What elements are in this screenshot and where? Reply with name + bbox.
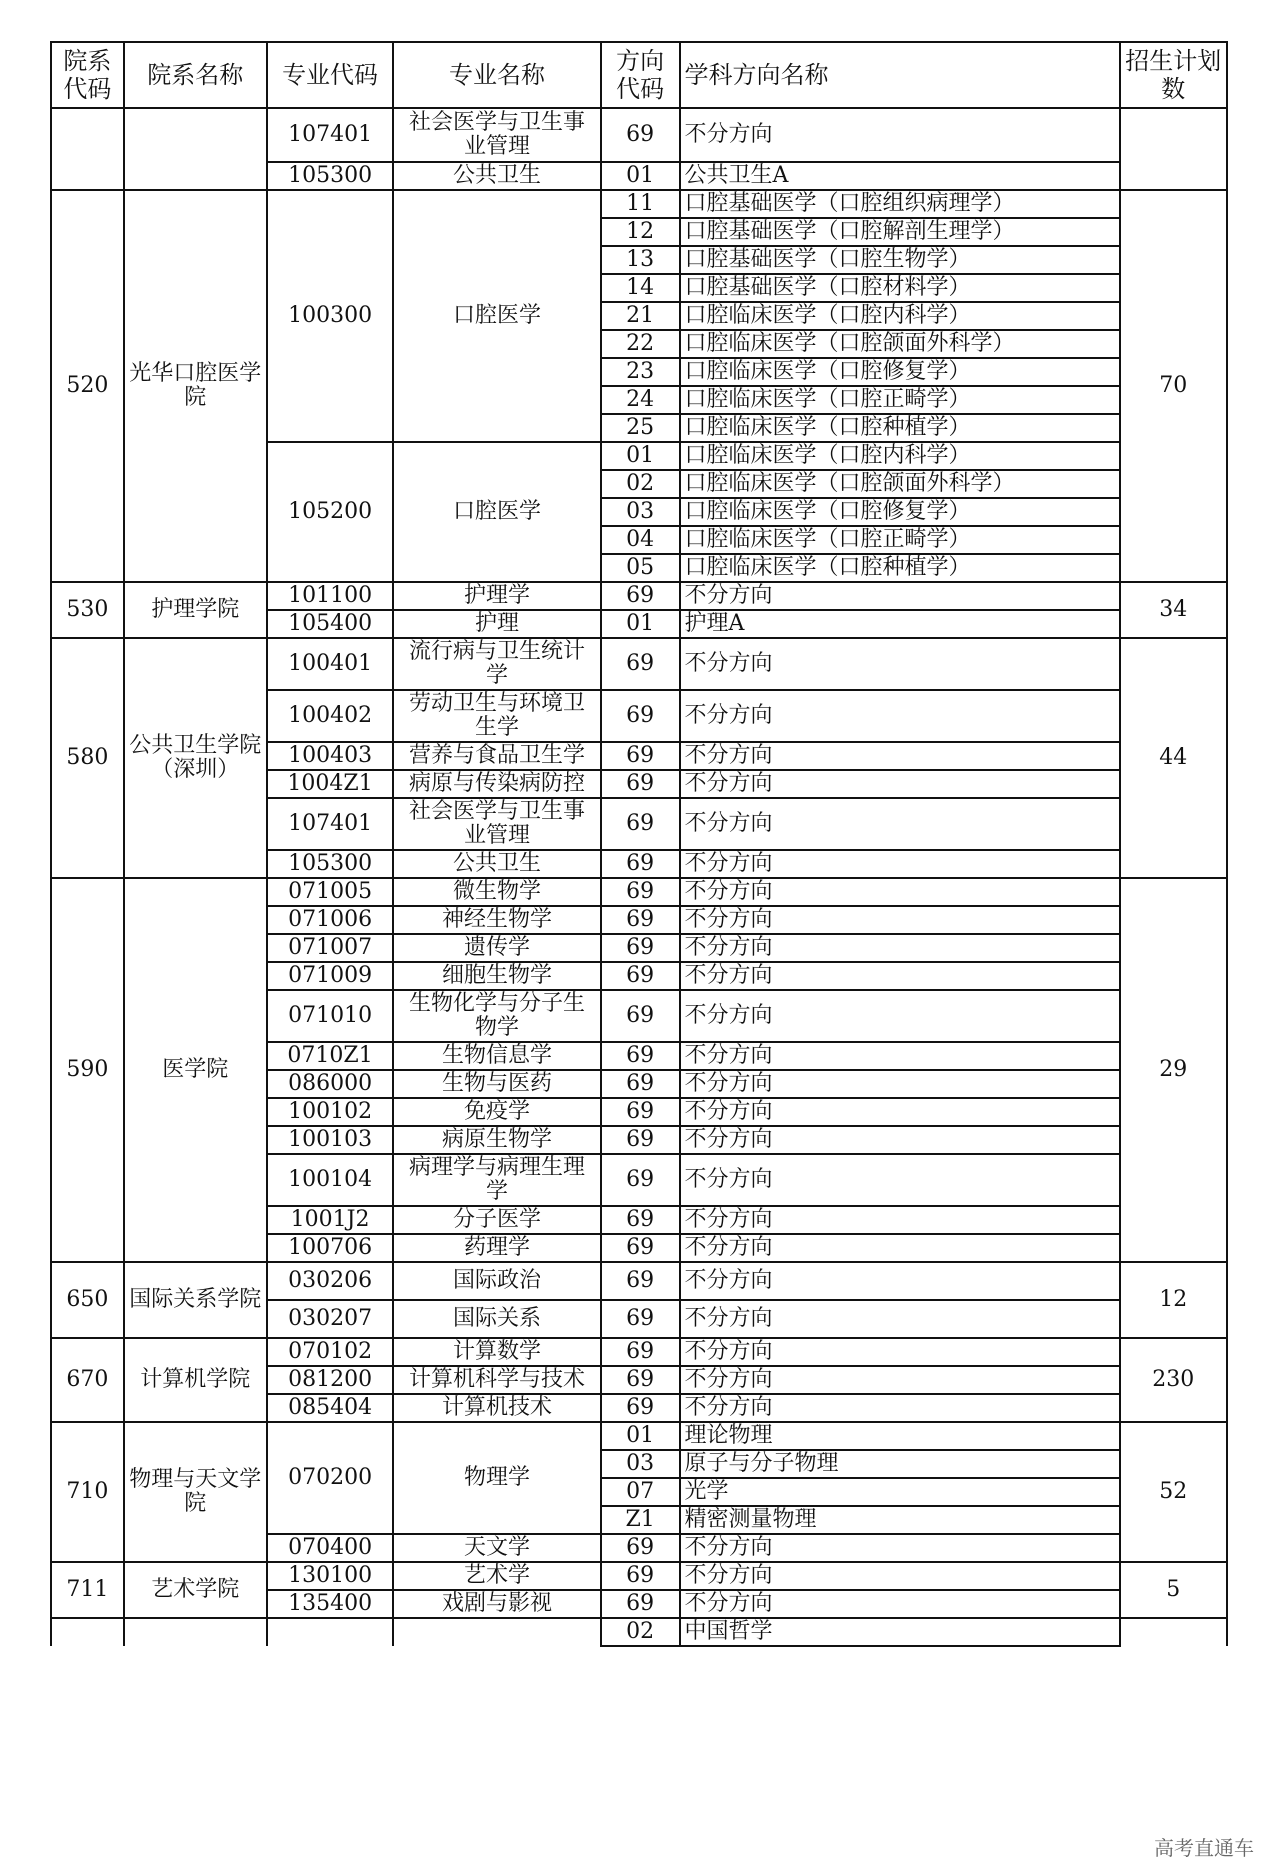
dir-code-cell: 03 (601, 1450, 680, 1478)
dir-code-cell: 69 (601, 1126, 680, 1154)
table-row (51, 1422, 1227, 1450)
major-code-cell: 086000 (267, 1070, 393, 1098)
dir-name-cell: 不分方向 (680, 798, 1120, 850)
major-code-cell: 1001J2 (267, 1206, 393, 1234)
dept-code-cell: 520 (51, 190, 124, 582)
table-row (51, 1262, 1227, 1300)
major-name-cell: 免疫学 (393, 1098, 601, 1126)
major-name-cell: 国际政治 (393, 1262, 601, 1300)
major-code-cell: 071006 (267, 906, 393, 934)
dir-code-cell: 69 (601, 1154, 680, 1206)
dir-code-cell: 02 (601, 470, 680, 498)
dir-code-cell: 69 (601, 798, 680, 850)
major-code-cell: 100300 (267, 190, 393, 442)
major-code-cell: 085404 (267, 1394, 393, 1422)
enrollment-plan-table (50, 41, 1228, 1647)
major-name-cell: 细胞生物学 (393, 962, 601, 990)
dir-code-cell: 69 (601, 1098, 680, 1126)
dept-code-cell: 711 (51, 1562, 124, 1618)
dir-code-cell: 69 (601, 878, 680, 906)
dir-code-cell: 01 (601, 442, 680, 470)
dept-code-cell: 590 (51, 878, 124, 1262)
dir-code-cell: 69 (601, 1366, 680, 1394)
dir-name-cell: 口腔临床医学（口腔内科学） (680, 302, 1120, 330)
dir-name-cell: 不分方向 (680, 1126, 1120, 1154)
major-code-cell: 100103 (267, 1126, 393, 1154)
major-code-cell: 105300 (267, 850, 393, 878)
dir-code-cell: 24 (601, 386, 680, 414)
dir-code-cell: 04 (601, 526, 680, 554)
dir-code-cell: 14 (601, 274, 680, 302)
major-code-cell: 100706 (267, 1234, 393, 1262)
dept-name-cell: 医学院 (124, 878, 267, 1262)
dir-code-cell: 69 (601, 990, 680, 1042)
major-name-cell: 口腔医学 (393, 190, 601, 442)
dept-name-cell: 国际关系学院 (124, 1262, 267, 1338)
header-dir-code: 方向代码 (601, 42, 680, 108)
dir-name-cell: 不分方向 (680, 850, 1120, 878)
header-major-name: 专业名称 (393, 42, 601, 108)
dir-name-cell: 不分方向 (680, 1338, 1120, 1366)
table-row (51, 638, 1227, 690)
dir-code-cell: 69 (601, 1206, 680, 1234)
dir-code-cell: 69 (601, 1394, 680, 1422)
header-dept-name: 院系名称 (124, 42, 267, 108)
dir-code-cell: 69 (601, 906, 680, 934)
major-code-cell: 030206 (267, 1262, 393, 1300)
quota-cell: 52 (1120, 1422, 1227, 1562)
table-row (51, 878, 1227, 906)
dir-name-cell: 口腔临床医学（口腔种植学） (680, 554, 1120, 582)
dir-name-cell: 中国哲学 (680, 1618, 1120, 1646)
dir-name-cell: 不分方向 (680, 1394, 1120, 1422)
dir-code-cell: 69 (601, 1300, 680, 1338)
major-name-cell: 生物信息学 (393, 1042, 601, 1070)
dir-code-cell: 69 (601, 1070, 680, 1098)
dept-name-cell: 公共卫生学院（深圳） (124, 638, 267, 878)
major-code-cell: 100102 (267, 1098, 393, 1126)
table-row (51, 1338, 1227, 1366)
major-code-cell: 071005 (267, 878, 393, 906)
dir-code-cell: 69 (601, 1562, 680, 1590)
quota-cell: 5 (1120, 1562, 1227, 1618)
major-code-cell: 071009 (267, 962, 393, 990)
major-name-cell: 营养与食品卫生学 (393, 742, 601, 770)
dir-code-cell: 05 (601, 554, 680, 582)
dir-code-cell: 69 (601, 1534, 680, 1562)
major-code-cell: 100104 (267, 1154, 393, 1206)
dir-name-cell: 口腔基础医学（口腔材料学） (680, 274, 1120, 302)
quota-cell: 44 (1120, 638, 1227, 878)
dir-code-cell: 01 (601, 1422, 680, 1450)
major-name-cell: 计算机技术 (393, 1394, 601, 1422)
dir-code-cell: 69 (601, 1262, 680, 1300)
dept-name-cell: 物理与天文学院 (124, 1422, 267, 1562)
major-name-cell: 物理学 (393, 1422, 601, 1534)
dir-name-cell: 精密测量物理 (680, 1506, 1120, 1534)
header-quota: 招生计划数 (1120, 42, 1227, 108)
dir-name-cell: 不分方向 (680, 108, 1120, 162)
major-name-cell: 病原生物学 (393, 1126, 601, 1154)
dir-name-cell: 口腔临床医学（口腔修复学） (680, 498, 1120, 526)
dir-name-cell: 不分方向 (680, 1042, 1120, 1070)
dir-name-cell: 不分方向 (680, 906, 1120, 934)
major-code-cell: 1004Z1 (267, 770, 393, 798)
dir-code-cell: 07 (601, 1478, 680, 1506)
dir-code-cell: 01 (601, 162, 680, 190)
header-dept-code: 院系代码 (51, 42, 124, 108)
dir-name-cell: 口腔临床医学（口腔正畸学） (680, 386, 1120, 414)
quota-cell (1120, 1618, 1227, 1646)
watermark: 高考直通车 (1154, 1836, 1254, 1860)
dir-code-cell: 69 (601, 962, 680, 990)
major-code-cell: 0710Z1 (267, 1042, 393, 1070)
major-code-cell: 070200 (267, 1422, 393, 1534)
dept-name-cell: 计算机学院 (124, 1338, 267, 1422)
quota-cell: 70 (1120, 190, 1227, 582)
major-code-cell: 107401 (267, 798, 393, 850)
major-name-cell: 病原与传染病防控 (393, 770, 601, 798)
dept-code-cell: 710 (51, 1422, 124, 1562)
major-code-cell: 070102 (267, 1338, 393, 1366)
major-name-cell: 药理学 (393, 1234, 601, 1262)
dir-code-cell: 69 (601, 770, 680, 798)
dir-name-cell: 理论物理 (680, 1422, 1120, 1450)
dir-name-cell: 不分方向 (680, 878, 1120, 906)
dir-name-cell: 不分方向 (680, 638, 1120, 690)
dir-code-cell: 69 (601, 1234, 680, 1262)
major-name-cell: 计算数学 (393, 1338, 601, 1366)
major-code-cell: 130100 (267, 1562, 393, 1590)
major-code-cell: 100403 (267, 742, 393, 770)
dir-code-cell: 23 (601, 358, 680, 386)
dir-name-cell: 口腔临床医学（口腔正畸学） (680, 526, 1120, 554)
dir-name-cell: 不分方向 (680, 1154, 1120, 1206)
dir-code-cell: 69 (601, 1590, 680, 1618)
major-code-cell: 107401 (267, 108, 393, 162)
dir-name-cell: 口腔基础医学（口腔解剖生理学） (680, 218, 1120, 246)
major-name-cell: 社会医学与卫生事业管理 (393, 108, 601, 162)
dir-code-cell: 69 (601, 108, 680, 162)
dir-code-cell: 69 (601, 690, 680, 742)
major-name-cell: 遗传学 (393, 934, 601, 962)
dir-name-cell: 口腔临床医学（口腔内科学） (680, 442, 1120, 470)
dir-name-cell: 不分方向 (680, 962, 1120, 990)
major-name-cell: 护理 (393, 610, 601, 638)
dir-name-cell: 不分方向 (680, 1562, 1120, 1590)
dir-code-cell: 11 (601, 190, 680, 218)
dir-code-cell: 01 (601, 610, 680, 638)
major-name-cell: 流行病与卫生统计学 (393, 638, 601, 690)
major-name-cell: 劳动卫生与环境卫生学 (393, 690, 601, 742)
major-name-cell: 护理学 (393, 582, 601, 610)
major-code-cell: 105300 (267, 162, 393, 190)
dir-name-cell: 不分方向 (680, 934, 1120, 962)
dept-code-cell (51, 108, 124, 190)
dir-name-cell: 口腔基础医学（口腔生物学） (680, 246, 1120, 274)
major-code-cell: 070400 (267, 1534, 393, 1562)
major-code-cell: 100402 (267, 690, 393, 742)
dir-code-cell: 21 (601, 302, 680, 330)
quota-cell: 12 (1120, 1262, 1227, 1338)
dir-name-cell: 口腔临床医学（口腔修复学） (680, 358, 1120, 386)
dept-name-cell (124, 108, 267, 190)
major-code-cell: 030207 (267, 1300, 393, 1338)
table-row (51, 108, 1227, 162)
dir-name-cell: 公共卫生A (680, 162, 1120, 190)
major-code-cell: 100401 (267, 638, 393, 690)
dir-code-cell: 69 (601, 850, 680, 878)
major-name-cell: 国际关系 (393, 1300, 601, 1338)
dir-code-cell: 69 (601, 582, 680, 610)
table-row (51, 1562, 1227, 1590)
dir-name-cell: 不分方向 (680, 1300, 1120, 1338)
major-name-cell: 分子医学 (393, 1206, 601, 1234)
dir-name-cell: 不分方向 (680, 1262, 1120, 1300)
dir-name-cell: 口腔临床医学（口腔颌面外科学） (680, 470, 1120, 498)
major-code-cell: 105200 (267, 442, 393, 582)
dir-name-cell: 不分方向 (680, 1206, 1120, 1234)
dir-code-cell: 69 (601, 1042, 680, 1070)
quota-cell: 230 (1120, 1338, 1227, 1422)
major-name-cell: 戏剧与影视 (393, 1590, 601, 1618)
major-code-cell: 081200 (267, 1366, 393, 1394)
dir-name-cell: 口腔基础医学（口腔组织病理学） (680, 190, 1120, 218)
dir-name-cell: 不分方向 (680, 770, 1120, 798)
header-row (51, 42, 1227, 108)
dir-name-cell: 不分方向 (680, 1234, 1120, 1262)
quota-cell: 29 (1120, 878, 1227, 1262)
dir-name-cell: 不分方向 (680, 1366, 1120, 1394)
dir-code-cell: 69 (601, 1338, 680, 1366)
major-name-cell: 天文学 (393, 1534, 601, 1562)
dir-name-cell: 不分方向 (680, 1098, 1120, 1126)
major-name-cell: 微生物学 (393, 878, 601, 906)
dir-name-cell: 不分方向 (680, 1070, 1120, 1098)
major-code-cell: 105400 (267, 610, 393, 638)
major-name-cell (393, 1618, 601, 1646)
dir-name-cell: 不分方向 (680, 582, 1120, 610)
dir-code-cell: 69 (601, 934, 680, 962)
dir-name-cell: 不分方向 (680, 742, 1120, 770)
major-name-cell: 病理学与病理生理学 (393, 1154, 601, 1206)
table-row (51, 582, 1227, 610)
dir-name-cell: 光学 (680, 1478, 1120, 1506)
dept-name-cell (124, 1618, 267, 1646)
dept-code-cell: 580 (51, 638, 124, 878)
major-name-cell: 神经生物学 (393, 906, 601, 934)
dir-code-cell: Z1 (601, 1506, 680, 1534)
dept-name-cell: 艺术学院 (124, 1562, 267, 1618)
major-code-cell: 101100 (267, 582, 393, 610)
dir-code-cell: 03 (601, 498, 680, 526)
major-name-cell: 口腔医学 (393, 442, 601, 582)
dept-code-cell: 670 (51, 1338, 124, 1422)
dir-code-cell: 02 (601, 1618, 680, 1646)
dept-code-cell: 530 (51, 582, 124, 638)
dir-name-cell: 口腔临床医学（口腔种植学） (680, 414, 1120, 442)
table-row (51, 190, 1227, 218)
dir-code-cell: 22 (601, 330, 680, 358)
major-code-cell (267, 1618, 393, 1646)
major-name-cell: 生物与医药 (393, 1070, 601, 1098)
dir-name-cell: 口腔临床医学（口腔颌面外科学） (680, 330, 1120, 358)
dir-name-cell: 护理A (680, 610, 1120, 638)
dir-code-cell: 12 (601, 218, 680, 246)
major-name-cell: 社会医学与卫生事业管理 (393, 798, 601, 850)
dept-code-cell (51, 1618, 124, 1646)
major-name-cell: 计算机科学与技术 (393, 1366, 601, 1394)
header-dir-name: 学科方向名称 (680, 42, 1120, 108)
major-code-cell: 135400 (267, 1590, 393, 1618)
dept-name-cell: 护理学院 (124, 582, 267, 638)
dir-name-cell: 不分方向 (680, 990, 1120, 1042)
dir-name-cell: 不分方向 (680, 1590, 1120, 1618)
dept-code-cell: 650 (51, 1262, 124, 1338)
dir-name-cell: 原子与分子物理 (680, 1450, 1120, 1478)
dir-code-cell: 13 (601, 246, 680, 274)
major-name-cell: 公共卫生 (393, 850, 601, 878)
quota-cell: 34 (1120, 582, 1227, 638)
table-row (51, 1618, 1227, 1646)
major-code-cell: 071010 (267, 990, 393, 1042)
dir-code-cell: 25 (601, 414, 680, 442)
major-name-cell: 艺术学 (393, 1562, 601, 1590)
header-major-code: 专业代码 (267, 42, 393, 108)
dir-code-cell: 69 (601, 742, 680, 770)
major-name-cell: 生物化学与分子生物学 (393, 990, 601, 1042)
dept-name-cell: 光华口腔医学院 (124, 190, 267, 582)
dir-code-cell: 69 (601, 638, 680, 690)
major-code-cell: 071007 (267, 934, 393, 962)
major-name-cell: 公共卫生 (393, 162, 601, 190)
quota-cell (1120, 108, 1227, 190)
dir-name-cell: 不分方向 (680, 690, 1120, 742)
dir-name-cell: 不分方向 (680, 1534, 1120, 1562)
